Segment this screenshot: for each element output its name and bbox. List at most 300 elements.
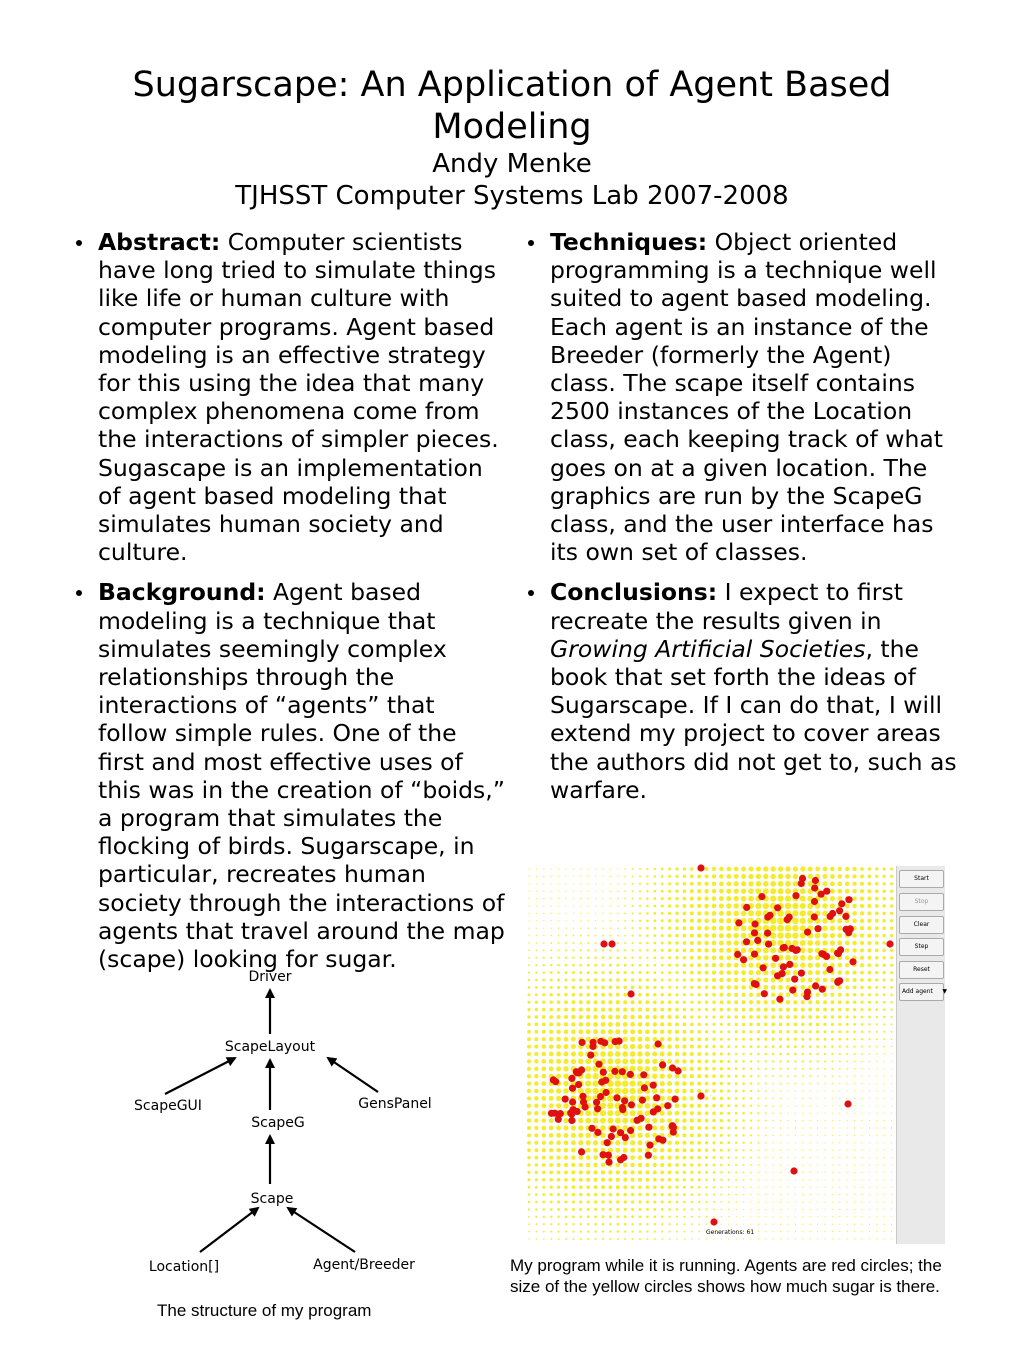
sugar-cell	[726, 933, 731, 938]
sugar-cell	[617, 942, 619, 944]
sugar-cell	[815, 940, 821, 946]
sugar-cell	[631, 1170, 635, 1174]
sugar-cell	[683, 1171, 686, 1174]
sugar-cell	[817, 1231, 818, 1232]
sugar-cell	[891, 1135, 892, 1136]
agent-dot	[697, 1092, 704, 1099]
sugar-cell	[690, 1001, 693, 1004]
sugar-cell	[527, 1074, 531, 1078]
sugar-cell	[675, 993, 678, 996]
sugar-cell	[622, 1044, 627, 1049]
sugar-cell	[824, 1113, 825, 1114]
sugar-cell	[527, 1171, 530, 1174]
sugar-cell	[623, 986, 627, 990]
sugar-cell	[847, 1172, 848, 1173]
sugar-cell	[661, 882, 664, 885]
sugar-cell	[785, 881, 791, 887]
sugar-cell	[565, 935, 567, 937]
sugar-cell	[824, 1172, 825, 1173]
sugar-cell	[793, 962, 798, 967]
sugar-cell	[549, 1000, 552, 1003]
sugar-cell	[890, 949, 893, 952]
sugar-cell	[839, 1090, 840, 1091]
sugar-cell	[698, 1163, 701, 1166]
sugar-cell	[882, 912, 886, 916]
sugar-cell	[585, 1118, 591, 1124]
sugar-cell	[853, 1001, 856, 1004]
sugar-cell	[734, 1000, 738, 1004]
sugar-cell	[704, 911, 709, 916]
sugar-cell	[593, 1140, 598, 1145]
sugar-cell	[890, 919, 893, 922]
agent-dot	[764, 930, 771, 937]
sugar-cell	[571, 1155, 575, 1159]
sugar-cell	[727, 1015, 730, 1018]
agent-dot	[650, 1108, 657, 1115]
sugar-cell	[549, 1088, 554, 1093]
sugar-cell	[875, 897, 879, 901]
sugar-cell	[712, 993, 716, 997]
sugar-cell	[757, 1142, 759, 1144]
sugar-cell	[713, 1023, 716, 1026]
sugar-cell	[891, 1157, 892, 1158]
sugar-cell	[765, 1068, 767, 1070]
sugar-cell	[891, 1061, 892, 1062]
sugar-cell	[563, 1118, 568, 1123]
sugar-cell	[535, 1008, 538, 1011]
sugar-cell	[810, 1157, 811, 1158]
sugar-cell	[556, 1088, 561, 1093]
left-column	[76, 228, 506, 985]
sugar-cell	[868, 986, 871, 989]
agent-dot	[710, 1218, 717, 1225]
sugar-cell	[565, 1238, 567, 1240]
sugar-cell	[542, 1022, 546, 1026]
sugar-cell	[660, 1096, 665, 1101]
sugar-cell	[712, 1111, 716, 1115]
sugar-cell	[742, 1068, 745, 1071]
sugar-cell	[764, 1038, 767, 1041]
sugar-cell	[720, 1186, 722, 1188]
sugar-cell	[661, 986, 664, 989]
sugar-cell	[528, 964, 530, 966]
sugar-cell	[720, 1052, 723, 1055]
clear-button[interactable]: Clear	[899, 916, 944, 934]
sugar-cell	[780, 1216, 781, 1217]
sugar-cell	[683, 882, 687, 886]
agent-dot	[640, 1071, 647, 1078]
sugar-cell	[610, 913, 611, 914]
sugar-cell	[564, 1015, 568, 1019]
sugar-cell	[854, 1135, 855, 1136]
agent-dot	[788, 945, 795, 952]
sugar-cell	[557, 986, 560, 989]
sugar-cell	[734, 970, 739, 975]
sugar-cell	[645, 1051, 650, 1056]
sugar-cell	[573, 883, 574, 884]
sugar-cell	[661, 919, 664, 922]
sugar-cell	[810, 1231, 811, 1232]
sugar-cell	[705, 1171, 708, 1174]
sugar-cell	[558, 1231, 560, 1233]
sugar-cell	[785, 970, 790, 975]
sugar-cell	[565, 1231, 567, 1233]
sugar-cell	[527, 1163, 530, 1166]
sugar-cell	[615, 1058, 621, 1064]
sugar-cell	[602, 964, 605, 967]
sugar-cell	[847, 1224, 848, 1225]
sugar-cell	[580, 935, 582, 937]
sugar-cell	[845, 882, 849, 886]
add-agent-select[interactable]	[899, 983, 947, 1001]
sugar-cell	[831, 1045, 834, 1048]
agent-dot	[646, 1142, 653, 1149]
sugar-cell	[536, 935, 537, 936]
sugar-cell	[868, 867, 872, 871]
sugar-cell	[690, 1119, 694, 1123]
sugar-cell	[595, 927, 597, 929]
agent-dot	[645, 1152, 652, 1159]
sugar-cell	[593, 1007, 597, 1011]
sugar-cell	[869, 1150, 870, 1151]
sugar-cell	[890, 971, 893, 974]
background-heading: Background:	[98, 578, 266, 607]
sugar-cell	[646, 986, 649, 989]
sugar-cell	[690, 882, 694, 886]
sugar-cell	[802, 1053, 805, 1056]
sugar-cell	[727, 993, 731, 997]
sugar-cell	[585, 1088, 591, 1094]
sugar-cell	[787, 1224, 788, 1225]
sugar-cell	[727, 985, 731, 989]
sugar-cell	[675, 897, 678, 900]
sugar-cell	[536, 950, 538, 952]
agent-dot	[780, 963, 787, 970]
sugar-cell	[867, 926, 871, 930]
sugar-cell	[646, 971, 649, 974]
sugar-cell	[534, 1074, 538, 1078]
sugar-cell	[571, 1044, 576, 1049]
sugar-cell	[735, 1171, 737, 1173]
sugar-cell	[593, 1029, 598, 1034]
sugar-cell	[528, 971, 530, 973]
sugar-cell	[543, 891, 544, 892]
sugar-cell	[601, 1208, 604, 1211]
sugar-cell	[830, 926, 835, 931]
sugar-cell	[810, 1201, 811, 1202]
sugar-cell	[735, 1142, 738, 1145]
control-panel	[896, 866, 945, 1244]
sugar-cell	[757, 1068, 759, 1070]
sugar-cell	[793, 955, 799, 961]
sugar-cell	[750, 1194, 751, 1195]
sugar-cell	[772, 1135, 773, 1136]
sugar-cell	[602, 1230, 604, 1232]
sugar-cell	[534, 1096, 539, 1101]
sugar-cell	[684, 1231, 686, 1233]
sugar-cell	[586, 1185, 590, 1189]
sugar-cell	[667, 1052, 672, 1057]
sugar-cell	[638, 1008, 642, 1012]
sugar-cell	[705, 1104, 709, 1108]
sugar-cell	[690, 1030, 694, 1034]
sugar-cell	[712, 1074, 716, 1078]
sugar-cell	[750, 1209, 751, 1210]
sugar-cell	[785, 977, 790, 982]
reset-button[interactable]: Reset	[899, 961, 944, 979]
sugar-cell	[891, 1127, 892, 1128]
sugar-cell	[795, 1179, 796, 1180]
sugar-cell	[624, 883, 626, 885]
step-button[interactable]: Step	[899, 938, 944, 956]
agent-dot	[814, 925, 821, 932]
sugar-cell	[884, 1150, 885, 1151]
sugar-cell	[846, 1068, 848, 1070]
sugar-cell	[661, 964, 664, 967]
sugar-cell	[660, 1148, 664, 1152]
sugar-cell	[682, 1096, 687, 1101]
sugar-cell	[616, 1007, 620, 1011]
sugar-cell	[742, 1015, 746, 1019]
sugar-cell	[787, 1098, 788, 1099]
sugar-cell	[690, 1067, 694, 1071]
sugar-cell	[542, 1193, 545, 1196]
sugar-cell	[757, 1045, 760, 1048]
sugar-cell	[750, 1068, 752, 1070]
sugar-cell	[765, 1112, 767, 1114]
sugar-cell	[817, 1238, 818, 1239]
agent-dot	[569, 1085, 576, 1092]
sugar-cell	[810, 1164, 811, 1165]
sugar-cell	[653, 912, 656, 915]
sugar-cell	[535, 1208, 537, 1210]
sugar-cell	[837, 889, 842, 894]
sugar-cell	[854, 1201, 855, 1202]
agent-dot	[594, 1105, 601, 1112]
sugar-cell	[697, 1111, 701, 1115]
sugar-cell	[683, 1015, 687, 1019]
sugar-cell	[586, 1148, 591, 1153]
sugar-cell	[832, 1083, 833, 1084]
sugar-cell	[588, 913, 589, 914]
start-button[interactable]: Start	[899, 870, 944, 888]
sugar-cell	[824, 1090, 825, 1091]
sugar-cell	[556, 1141, 561, 1146]
sugar-cell	[683, 875, 686, 878]
sugar-cell	[587, 1208, 590, 1211]
sugar-cell	[527, 1045, 531, 1049]
sugar-cell	[750, 1112, 752, 1114]
sugar-cell	[630, 1155, 635, 1160]
sugar-cell	[860, 904, 864, 908]
sugar-cell	[579, 1200, 582, 1203]
sugar-cell	[536, 898, 537, 899]
sugar-cell	[602, 913, 603, 914]
sugar-cell	[601, 1185, 605, 1189]
sugar-cell	[712, 985, 716, 989]
sugar-cell	[719, 881, 724, 886]
sugar-cell	[832, 1164, 833, 1165]
sugar-cell	[765, 1127, 767, 1129]
sugar-cell	[690, 867, 694, 871]
sugar-cell	[757, 1060, 759, 1062]
sugar-cell	[690, 971, 694, 975]
sugar-cell	[528, 905, 529, 906]
sugar-cell	[854, 1172, 855, 1173]
sugar-cell	[772, 1038, 775, 1041]
sugar-cell	[890, 912, 893, 915]
sugar-cell	[773, 1172, 774, 1173]
sugar-cell	[861, 1150, 862, 1151]
sugar-cell	[661, 912, 664, 915]
sugar-cell	[541, 1096, 546, 1101]
sugar-cell	[876, 1194, 877, 1195]
sugar-cell	[690, 1178, 693, 1181]
sugar-cell	[668, 1163, 672, 1167]
sugar-cell	[668, 1008, 672, 1012]
sugar-cell	[653, 882, 656, 885]
sugar-cell	[697, 1082, 701, 1086]
sugar-cell	[564, 1163, 568, 1167]
sugar-cell	[763, 888, 769, 894]
sugar-cell	[676, 1223, 678, 1225]
sugar-cell	[741, 993, 745, 997]
sugar-cell	[697, 889, 701, 893]
agent-dot	[659, 1137, 666, 1144]
sugar-cell	[588, 920, 589, 921]
sugar-cell	[630, 1037, 635, 1042]
sugar-cell	[556, 1030, 560, 1034]
sugar-cell	[728, 1156, 731, 1159]
sugar-cell	[580, 949, 582, 951]
sugar-cell	[884, 1238, 885, 1239]
sugar-cell	[765, 1172, 766, 1173]
sugar-cell	[637, 1051, 642, 1056]
sugar-cell	[595, 876, 596, 877]
sugar-cell	[558, 935, 560, 937]
sugar-cell	[779, 1060, 781, 1062]
sugar-cell	[646, 1215, 649, 1218]
sugar-cell	[550, 957, 552, 959]
sugar-cell	[772, 1105, 774, 1107]
sugar-cell	[860, 874, 864, 878]
sugar-cell	[712, 1045, 715, 1048]
agent-dot	[849, 958, 856, 965]
sugar-cell	[654, 868, 656, 870]
sugar-cell	[765, 1179, 766, 1180]
sugar-cell	[543, 1208, 545, 1210]
sugar-cell	[830, 993, 834, 997]
sugar-cell	[712, 1119, 715, 1122]
sugar-cell	[773, 1164, 774, 1165]
sugar-cell	[527, 1081, 531, 1085]
sugar-cell	[801, 1015, 805, 1019]
sugar-cell	[757, 1134, 759, 1136]
sugar-cell	[712, 1008, 715, 1011]
sugar-cell	[675, 1163, 679, 1167]
sugar-cell	[690, 1096, 694, 1100]
sugar-cell	[638, 1170, 642, 1174]
sugar-cell	[787, 1216, 788, 1217]
sugar-cell	[654, 1223, 656, 1225]
sugar-cell	[719, 948, 724, 953]
sugar-cell	[802, 1060, 804, 1062]
sugar-cell	[652, 1051, 657, 1056]
sugar-cell	[572, 1231, 574, 1233]
sugar-cell	[800, 978, 805, 983]
agent-dot	[645, 1124, 652, 1131]
sugar-cell	[645, 1022, 649, 1026]
sugar-cell	[839, 1105, 840, 1106]
agent-dot	[568, 1117, 575, 1124]
sugar-cell	[771, 1023, 775, 1027]
agent-dot	[776, 996, 783, 1003]
sugar-cell	[556, 1103, 561, 1108]
sugar-cell	[765, 1194, 766, 1195]
sugar-cell	[704, 889, 708, 893]
sugar-cell	[876, 1098, 877, 1099]
sugar-cell	[824, 1216, 825, 1217]
sugar-cell	[653, 1185, 657, 1189]
sugar-cell	[847, 1194, 848, 1195]
sugar-cell	[810, 1098, 811, 1099]
sugar-cell	[600, 1125, 606, 1131]
sugar-cell	[787, 1157, 788, 1158]
agent-dot	[621, 1097, 628, 1104]
sugar-cell	[816, 1038, 819, 1041]
sugar-cell	[608, 1022, 613, 1027]
sugar-cell	[727, 1060, 730, 1063]
sugar-cell	[875, 993, 878, 996]
node-location: Location[]	[148, 1259, 220, 1275]
sugar-cell	[748, 970, 753, 975]
sugar-cell	[675, 1148, 679, 1152]
sugar-cell	[690, 1074, 694, 1078]
sugar-cell	[594, 1185, 598, 1189]
sugar-cell	[884, 1090, 885, 1091]
sugar-cell	[683, 986, 686, 989]
sugar-cell	[795, 1098, 796, 1099]
sugar-cell	[860, 896, 864, 900]
sugar-cell	[787, 1135, 788, 1136]
sugar-cell	[832, 1120, 833, 1121]
stop-button[interactable]: Stop	[899, 893, 944, 911]
sugar-cell	[712, 1030, 715, 1033]
sugar-cell	[586, 1193, 589, 1196]
sugar-cell	[571, 1015, 575, 1019]
sugar-cell	[810, 1150, 811, 1151]
sugar-cell	[661, 1223, 663, 1225]
sugar-cell	[683, 867, 686, 870]
sugar-cell	[780, 1179, 781, 1180]
sugar-cell	[683, 897, 687, 901]
sugar-cell	[794, 1030, 797, 1033]
sugar-cell	[549, 1015, 553, 1019]
sugar-cell	[690, 986, 693, 989]
sugar-cell	[720, 1060, 723, 1063]
sugar-cell	[780, 1068, 782, 1070]
sugar-cell	[785, 874, 791, 880]
sugar-cell	[699, 1238, 700, 1239]
sugar-cell	[660, 1081, 665, 1086]
sugar-cell	[734, 940, 739, 945]
sugar-cell	[600, 1118, 606, 1124]
sugar-cell	[712, 1038, 715, 1041]
sugar-cell	[551, 891, 552, 892]
sugar-cell	[587, 942, 589, 944]
sugar-cell	[875, 934, 879, 938]
sugar-cell	[720, 1112, 723, 1115]
